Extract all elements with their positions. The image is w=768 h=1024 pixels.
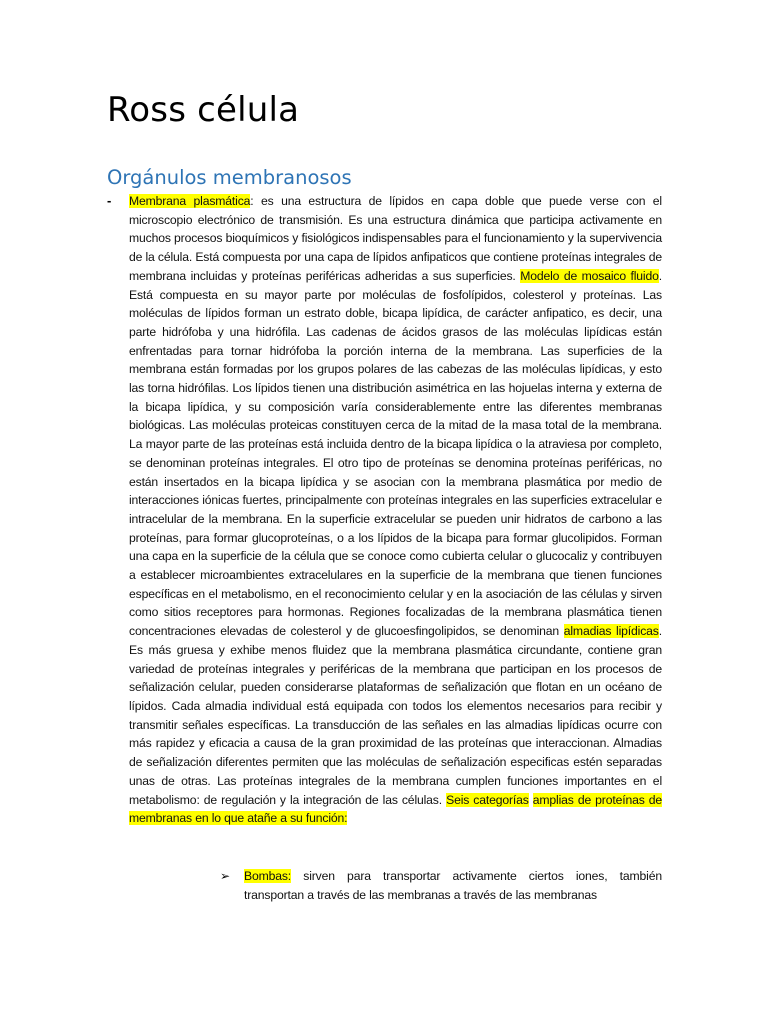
paragraph-text-2: . Está compuesta en su mayor parte por moléculas de fosfolípidos, colesterol y proteínas. Las moléculas de lípidos forman un estrato doble, bicapa lipídica, de carácter anfipatico, es decir, una parte hidrófoba y una hidrófila. Las cadenas de ácidos grasos de las moléculas lipídicas están enfrentadas para tornar hidrófoba la porción interna de la membrana. Las superficies de la membrana están formadas por los grupos polares de las cabezas de las moléculas lipídicas, y esto las torna hidrófilas. Los lípidos tienen una distribución asimétrica en las hojuelas interna y externa de la bicapa lipídica, y su composición varía considerablemente entre las diferentes membranas biológicas. Las moléculas proteicas constituyen cerca de la mitad de la masa total de la membrana. La mayor parte de las proteínas está incluida dentro de la bicapa lipídica o la atraviesa por completo, se denominan proteínas integrales. El otro tipo de proteínas se denomina proteínas periféricas, no están insertados en la bicapa lipídica y se asocian con la membrana plasmática por medio de interacciones iónicas fuertes, principalmente con proteínas integrales en las superficies extracelular e intracelular de la membrana. En la superficie extracelular se pueden unir hidratos de carbono a las proteínas, para formar glucoproteínas, o a los lípidos de la bicapa para formar glucolipidos. Forman una capa en la superficie de la célula que se conoce como cubierta celular o glucocaliz y contribuyen a establecer microambientes extracelulares en la superficie de la membrana que tienen funciones específicas en el metabolismo, en el reconocimiento celular y en la asociación de las células y sirven como sitios receptores para hormonas. Regiones focalizadas de la membrana plasmática tienen concentraciones elevadas de colesterol y de glucoesfingolipidos, se denominan bbox=[129, 268, 662, 639]
highlight-membrana-plasmatica: Membrana plasmática bbox=[129, 194, 251, 208]
highlight-almadias: almadias lipídicas bbox=[563, 624, 659, 639]
sub-item-body: sirven para transportar activamente ciertos iones, también transportan a través de las membranas a través de las membranas bbox=[244, 869, 662, 902]
highlight-bombas: Bombas: bbox=[244, 869, 292, 883]
paragraph-text-3: . Es más gruesa y exhibe menos fluidez que la membrana plasmática circundante, contiene gran variedad de proteínas integrales y periféricas de la membrana que participan en los procesos de señalización celular, pueden considerarse plataformas de señalización que flotan en un océano de lípidos. Cada almadia individual está equipada con todos los elementos necesarios para recibir y transmitir señales específicas. La transducción de las señales en las almadias lipídicas ocurre con más rapidez y eficacia a causa de la gran proximidad de las proteínas que interaccionan. Almadias de señalización diferentes permiten que las moléculas de señalización especificas estén separadas unas de otras. Las proteínas integrales de la membrana cumplen funciones importantes en el metabolismo: de regulación y la integración de las células. bbox=[129, 624, 662, 807]
body-paragraph bbox=[129, 192, 662, 828]
highlight-amplias-proteinas: amplias de proteínas de membranas en lo que atañe a su función: bbox=[129, 792, 662, 826]
highlight-seis-categorias: Seis categorías bbox=[446, 792, 529, 807]
section-heading: Orgánulos membranosos bbox=[107, 166, 352, 189]
document-title: Ross célula bbox=[107, 90, 300, 130]
sub-item-text bbox=[244, 867, 662, 904]
paragraph-text-1: : es una estructura de lípidos en capa doble que puede verse con el microscopio electrónico de transmisión. Es una estructura dinámica que participa activamente en muchos procesos bioquímicos y fisiológicos indispensables para el funcionamiento y la supervivencia de la célula. Está compuesta por una capa de lípidos anfipaticos que contiene proteínas integrales de membrana incluidas y proteínas periféricas adheridas a sus superficies. bbox=[129, 194, 662, 283]
highlight-modelo-mosaico: Modelo de mosaico fluido bbox=[520, 268, 659, 283]
arrow-bullet-icon: ➢ bbox=[220, 869, 231, 883]
bullet-marker: - bbox=[107, 193, 112, 208]
